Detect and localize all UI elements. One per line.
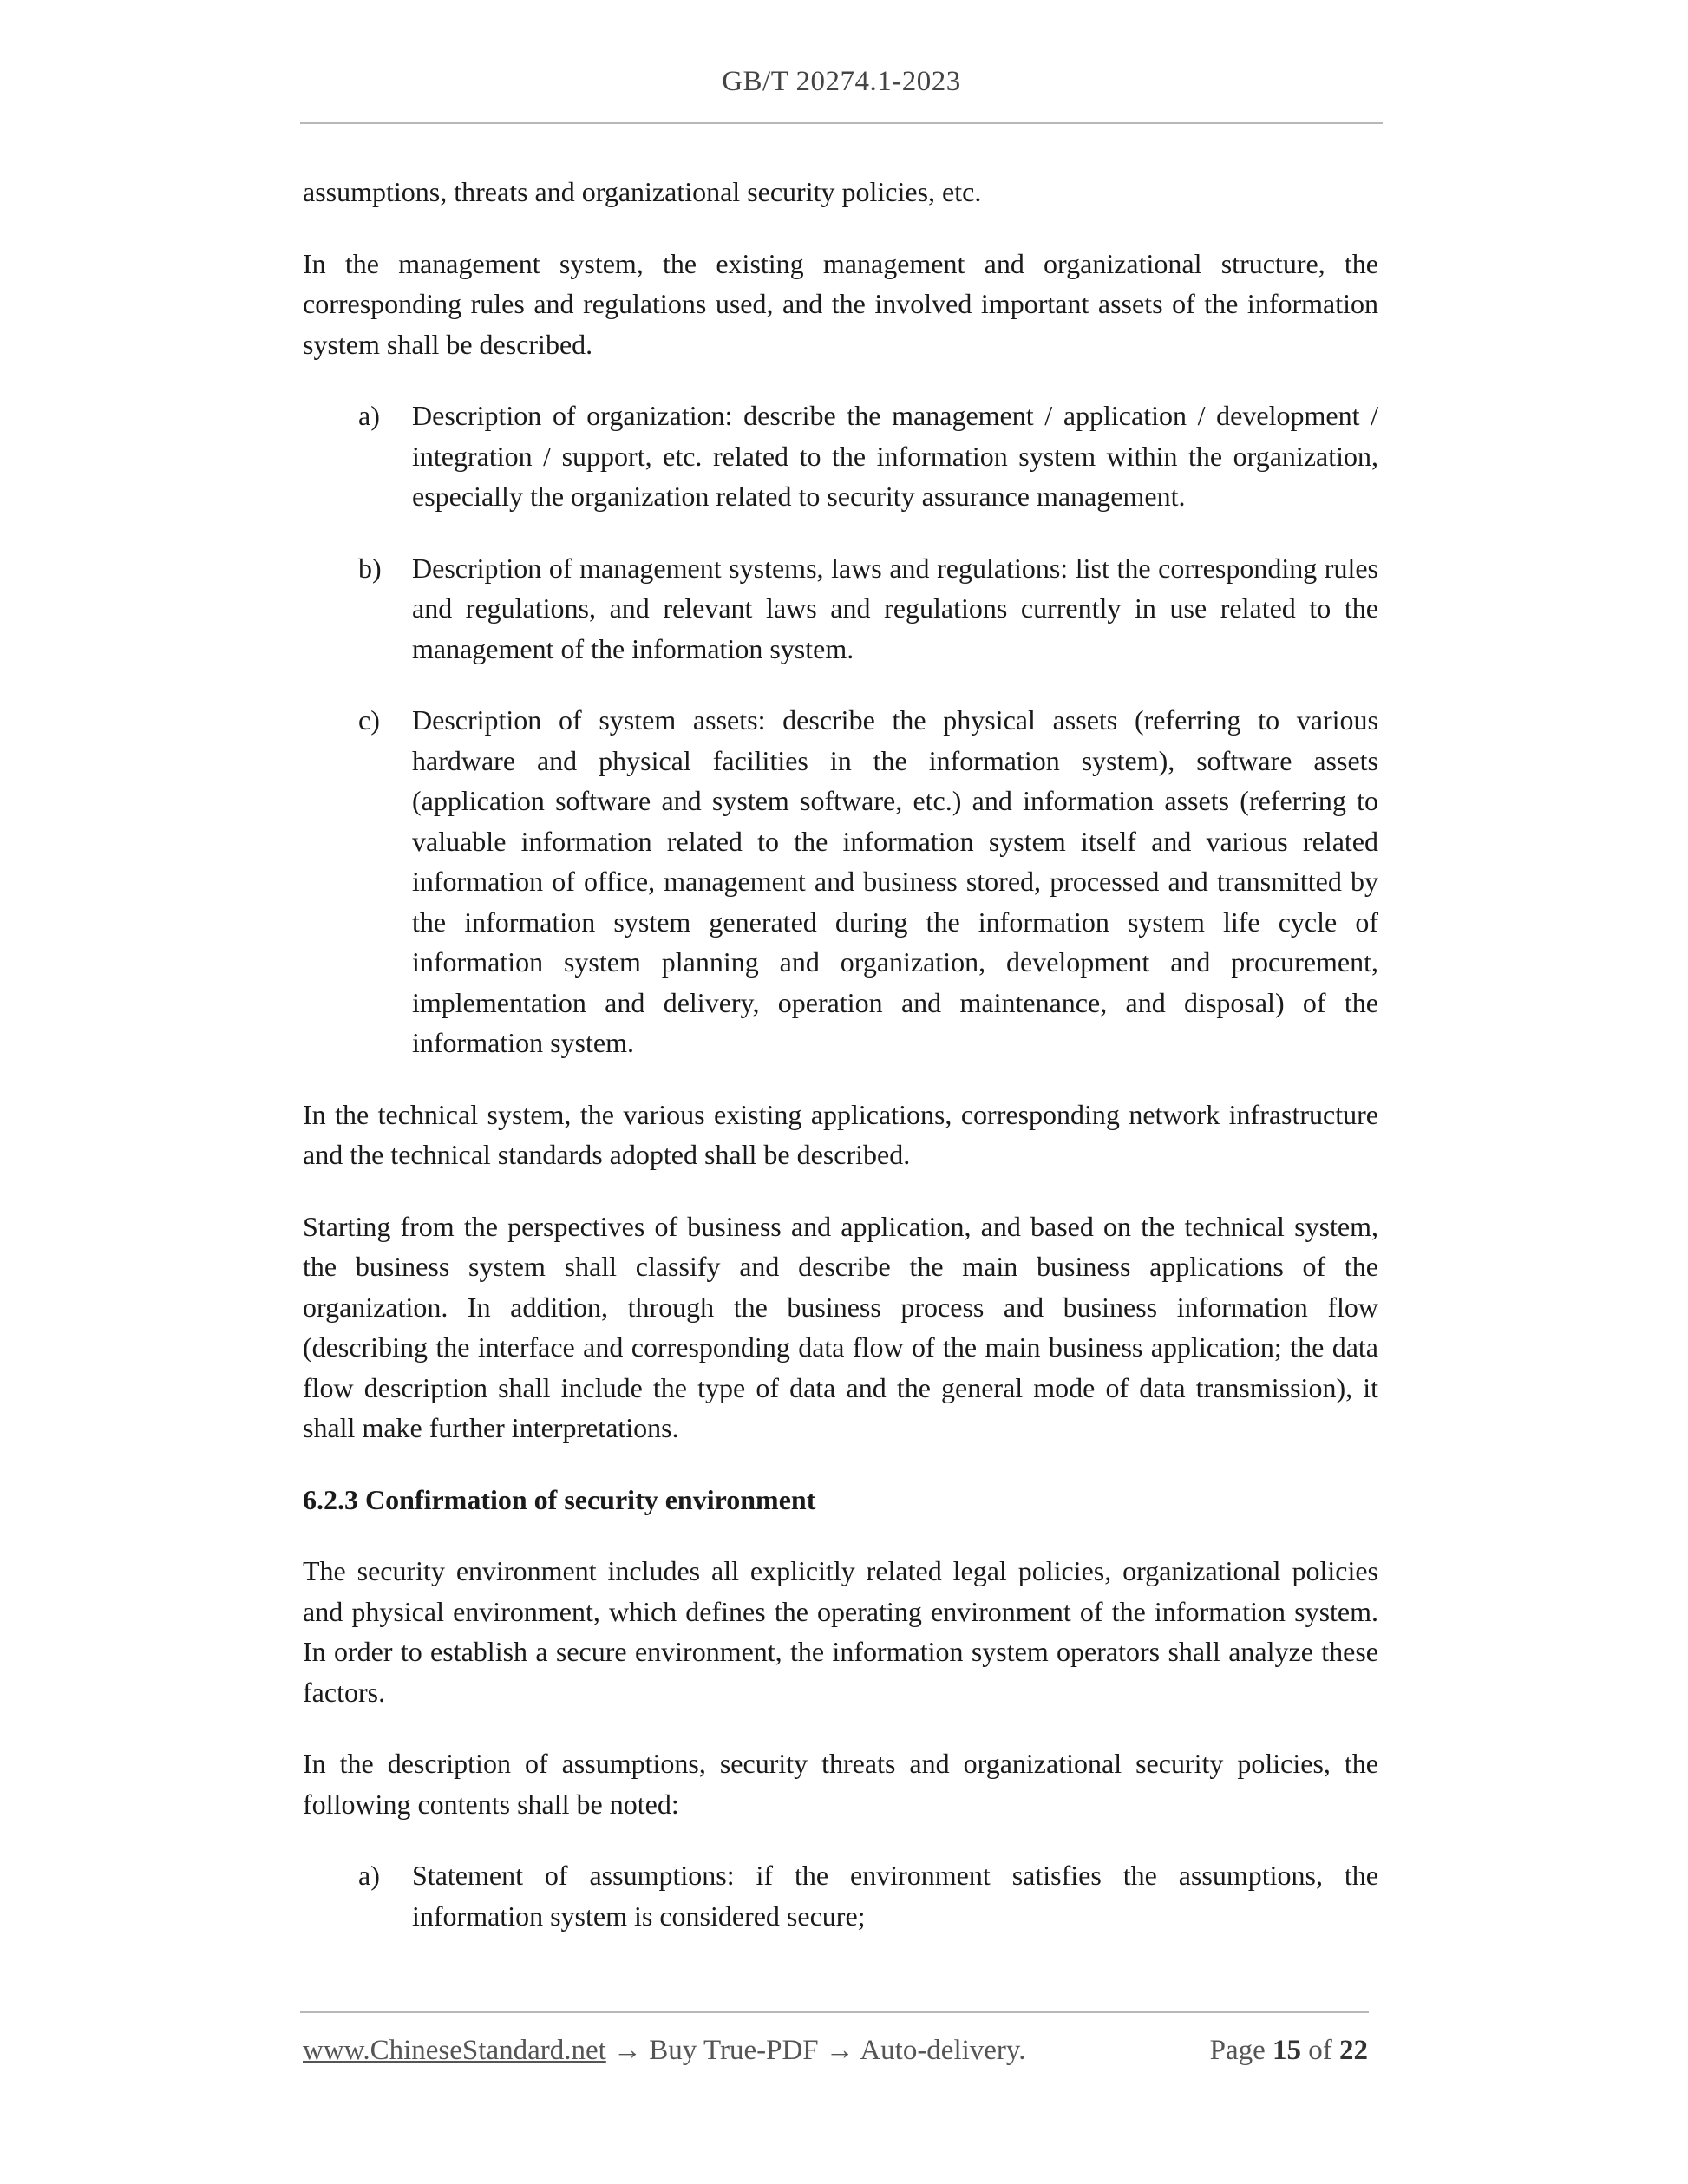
list-item-text: Description of system assets: describe the physical assets (referring to various hardware and physical facilities in the information system), software assets (application software and system software, etc.) and information assets (referring to valuable information related to the information system itself and various related information of office, management and business stored, processed and transmitted by the information system generated during the information system life cycle of information system planning and organization, development and procurement, implementation and delivery, operation and maintenance, and disposal) of the information system. — [412, 704, 1378, 1058]
paragraph-management-system: In the management system, the existing management and organizational structure, the corresponding rules and regulations used, and the involved important assets of the information system shall be described. — [303, 247, 1378, 360]
list-marker: b) — [358, 552, 382, 584]
page-indicator — [1210, 2035, 1368, 2067]
arrow-right-icon: → — [613, 2035, 643, 2066]
page-of-label: of — [1308, 2035, 1332, 2066]
paragraph-continuation: assumptions, threats and organizational security policies, etc. — [303, 176, 982, 207]
list-item-assumptions — [303, 1855, 1378, 1936]
page-content — [303, 172, 1378, 1967]
section-heading: 6.2.3 Confirmation of security environment — [303, 1483, 816, 1515]
page-total: 22 — [1339, 2035, 1368, 2066]
page-current: 15 — [1273, 2035, 1301, 2066]
website-link[interactable]: www.ChineseStandard.net — [303, 2035, 606, 2066]
paragraph-assumptions-intro: In the description of assumptions, security threats and organizational security policies, the following contents shall be noted: — [303, 1748, 1378, 1820]
list-item-text: Description of management systems, laws and regulations: list the corresponding rules and regulations, and relevant laws and regulations currently in use related to the management of the information system. — [412, 552, 1378, 664]
list-marker: a) — [358, 1860, 380, 1891]
document-id-header: GB/T 20274.1-2023 — [722, 66, 961, 97]
paragraph-business-system: Starting from the perspectives of business and application, and based on the technical system, the business system shall classify and describe the main business applications of the organization. In addition, through the business process and business information flow (describing the interface and corresponding data flow of the main business application; the data flow description shall include the type of data and the general mode of data transmission), it shall make further interpretations. — [303, 1210, 1378, 1443]
list-marker: c) — [358, 704, 380, 736]
list-item-management-systems — [303, 548, 1378, 670]
arrow-right-icon: → — [825, 2035, 854, 2066]
header-divider — [300, 122, 1383, 124]
auto-delivery-text: Auto-delivery. — [860, 2035, 1026, 2066]
page-footer — [303, 2035, 1368, 2067]
list-item-system-assets — [303, 700, 1378, 1063]
list-item-text: Statement of assumptions: if the environment satisfies the assumptions, the information system is considered secure; — [412, 1860, 1378, 1932]
list-marker: a) — [358, 400, 380, 431]
buy-pdf-text: Buy True-PDF — [649, 2035, 819, 2066]
list-item-organization — [303, 396, 1378, 517]
footer-promo — [303, 2035, 1026, 2067]
paragraph-security-environment: The security environment includes all explicitly related legal policies, organizational policies and physical environment, which defines the operating environment of the information system. In order to establish a secure environment, the information system operators shall analyze these factors. — [303, 1555, 1378, 1708]
paragraph-technical-system: In the technical system, the various existing applications, corresponding network infrastructure and the technical standards adopted shall be described. — [303, 1098, 1378, 1170]
page-label: Page — [1209, 2035, 1266, 2066]
footer-divider — [300, 2011, 1369, 2013]
list-item-text: Description of organization: describe the management / application / development / integration / support, etc. related to the information system within the organization, especially the organization related to security assurance management. — [412, 400, 1378, 512]
